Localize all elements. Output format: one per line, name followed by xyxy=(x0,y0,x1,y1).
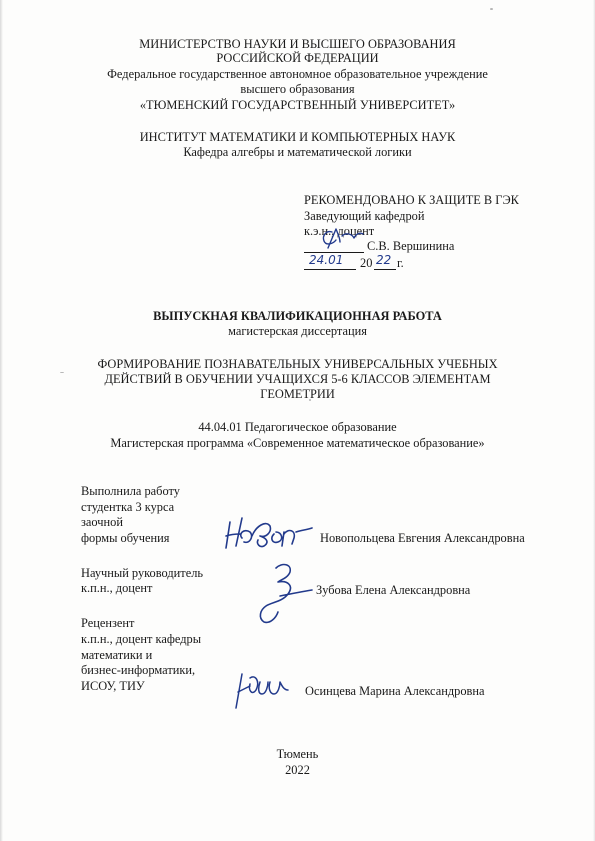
reviewer-label-line5: ИСОУ, ТИУ xyxy=(81,679,145,693)
work-title-line2: ДЕЙСТВИЙ В ОБУЧЕНИИ УЧАЩИХСЯ 5-6 КЛАССОВ ЭЛЕМЕНТАМ xyxy=(104,372,491,386)
department-name: Кафедра алгебры и математической логики xyxy=(183,145,412,159)
reviewer-label-line2: к.п.н., доцент кафедры xyxy=(81,632,202,646)
approval-signature xyxy=(318,226,364,250)
supervisor-name: Зубова Елена Александровна xyxy=(316,583,471,597)
work-title-line1: ФОРМИРОВАНИЕ ПОЗНАВАТЕЛЬНЫХ УНИВЕРСАЛЬНЫХ УЧЕБНЫХ xyxy=(97,357,498,371)
approval-year: 22 xyxy=(376,253,392,267)
approval-title: РЕКОМЕНДОВАНО К ЗАЩИТЕ В ГЭК xyxy=(304,193,519,207)
specialty: 44.04.01 Педагогическое образование xyxy=(198,420,397,434)
reviewer-label-line3: математики и xyxy=(81,648,153,662)
scan-speck xyxy=(490,8,493,10)
supervisor-label-line1: Научный руководитель xyxy=(81,566,204,580)
approval-name: С.В. Вершинина xyxy=(367,239,455,253)
work-subtype: магистерская диссертация xyxy=(228,324,367,338)
work-type: ВЫПУСКНАЯ КВАЛИФИКАЦИОННАЯ РАБОТА xyxy=(153,309,442,323)
author-label-line1: Выполнила работу xyxy=(81,484,180,498)
author-signature xyxy=(222,512,322,552)
ministry-line2: РОССИЙСКОЙ ФЕДЕРАЦИИ xyxy=(216,51,379,65)
approval-position: Заведующий кафедрой xyxy=(304,209,425,223)
author-label-line4: формы обучения xyxy=(81,531,170,545)
reviewer-name: Осинцева Марина Александровна xyxy=(305,684,485,698)
reviewer-label-line4: бизнес-информатики, xyxy=(81,663,196,677)
supervisor-signature xyxy=(254,560,314,626)
reviewer-label-line1: Рецензент xyxy=(81,616,135,630)
institution-line1: Федеральное государственное автономное образовательное учреждение xyxy=(107,67,488,81)
university-name: «ТЮМЕНСКИЙ ГОСУДАРСТВЕННЫЙ УНИВЕРСИТЕТ» xyxy=(139,98,456,112)
ministry-line1: МИНИСТЕРСТВО НАУКИ И ВЫСШЕГО ОБРАЗОВАНИЯ xyxy=(139,37,456,51)
institution-line2: высшего образования xyxy=(240,82,355,96)
author-label-line2: студентка 3 курса xyxy=(81,500,175,514)
approval-degree: к.э.н., доцент xyxy=(304,224,375,238)
author-label-line3: заочной xyxy=(81,515,123,529)
reviewer-signature xyxy=(232,668,292,712)
approval-date: 24.01 xyxy=(309,253,344,267)
institute-name: ИНСТИТУТ МАТЕМАТИКИ И КОМПЬЮТЕРНЫХ НАУК xyxy=(139,130,456,144)
scan-edge-left xyxy=(0,0,3,841)
approval-year-prefix: 20 xyxy=(360,256,373,270)
program: Магистерская программа «Современное математическое образование» xyxy=(110,436,485,450)
approval-year-suffix: г. xyxy=(397,256,404,270)
author-name: Новопольцева Евгения Александровна xyxy=(320,531,525,545)
supervisor-label-line2: к.п.н., доцент xyxy=(81,581,153,595)
work-title-line3: ГЕОМЕТРИИ xyxy=(260,387,335,401)
footer-city: Тюмень xyxy=(276,747,319,761)
footer-year: 2022 xyxy=(285,763,310,777)
